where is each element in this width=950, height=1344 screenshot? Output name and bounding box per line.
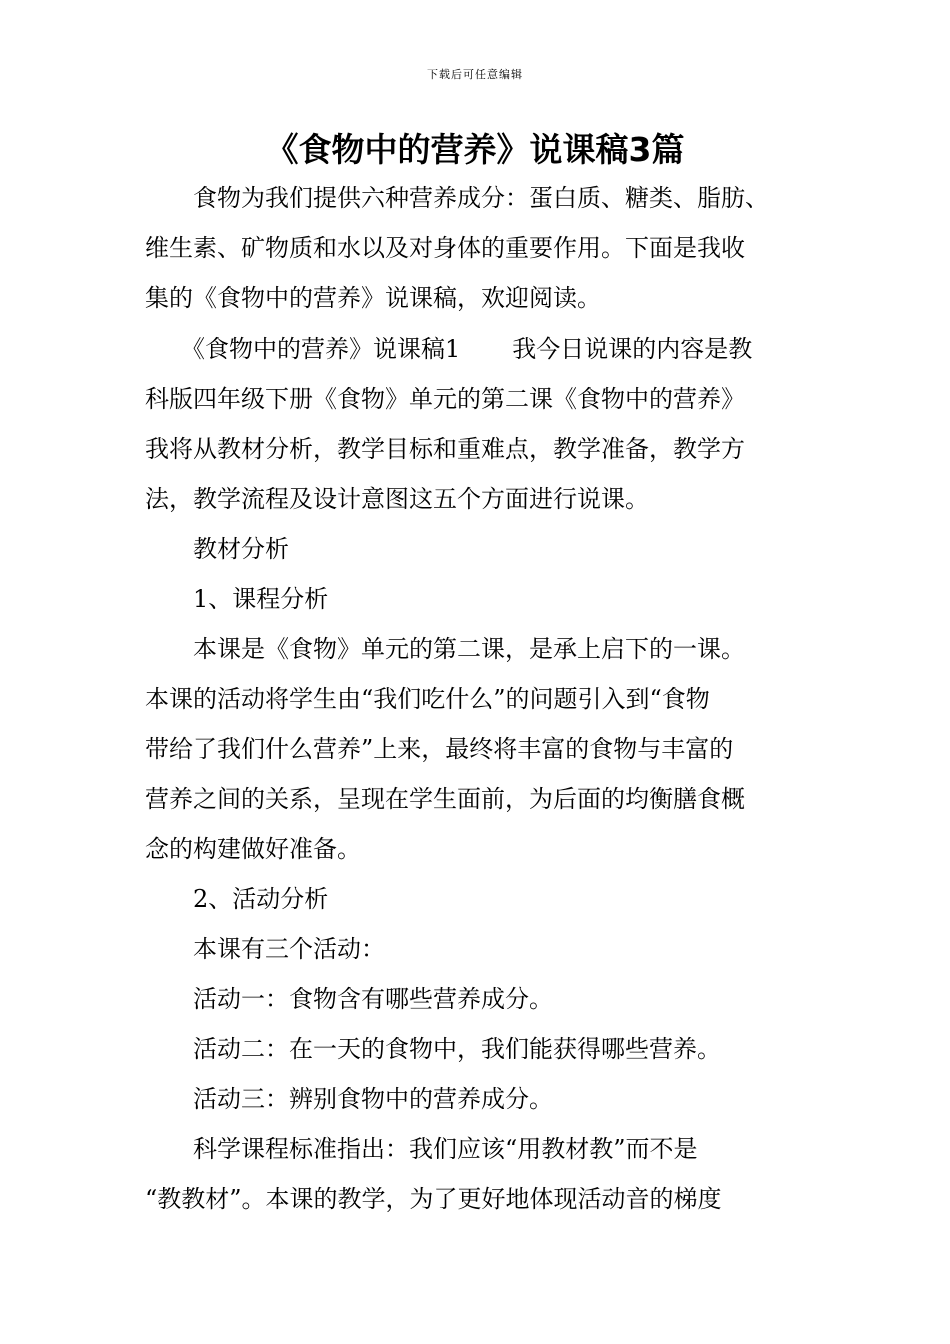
list-item: 活动二：在一天的食物中，我们能获得哪些营养。 bbox=[145, 1035, 721, 1063]
paragraph-line: 带给了我们什么营养”上来，最终将丰富的食物与丰富的 bbox=[145, 735, 734, 763]
paragraph-line: 科学课程标准指出：我们应该“用教材教”而不是 bbox=[145, 1135, 698, 1163]
page-title: 《食物中的营养》说课稿3篇 bbox=[265, 130, 685, 169]
paragraph-line: 食物为我们提供六种营养成分：蛋白质、糖类、脂肪、 bbox=[145, 184, 769, 212]
header-note: 下载后可任意编辑 bbox=[427, 68, 523, 81]
list-item: 活动一：食物含有哪些营养成分。 bbox=[145, 985, 553, 1013]
paragraph-line: 营养之间的关系，呈现在学生面前，为后面的均衡膳食概 bbox=[145, 785, 745, 813]
paragraph-line: 维生素、矿物质和水以及对身体的重要作用。下面是我收 bbox=[145, 234, 745, 262]
paragraph-line bbox=[145, 334, 825, 364]
paragraph-line: 法，教学流程及设计意图这五个方面进行说课。 bbox=[145, 485, 649, 513]
paragraph-line: 科版四年级下册《食物》单元的第二课《食物中的营养》 bbox=[145, 385, 745, 413]
paragraph-line: 集的《食物中的营养》说课稿，欢迎阅读。 bbox=[145, 284, 601, 312]
section-heading: 教材分析 bbox=[145, 535, 289, 563]
section-heading: 2、活动分析 bbox=[145, 885, 329, 913]
section-heading-1: 《食物中的营养》说课稿1 bbox=[145, 335, 461, 363]
paragraph-line: 念的构建做好准备。 bbox=[145, 835, 361, 863]
paragraph-line: 本课有三个活动： bbox=[145, 935, 385, 963]
list-item: 活动三：辨别食物中的营养成分。 bbox=[145, 1085, 553, 1113]
paragraph-line: 本课的活动将学生由“我们吃什么”的问题引入到“食物 bbox=[145, 685, 710, 713]
paragraph-line: “教教材”。本课的教学，为了更好地体现活动音的梯度 bbox=[145, 1185, 722, 1213]
paragraph-line: 本课是《食物》单元的第二课，是承上启下的一课。 bbox=[145, 635, 745, 663]
section-heading: 1、课程分析 bbox=[145, 585, 329, 613]
paragraph-text: 我今日说课的内容是教 bbox=[512, 335, 753, 363]
paragraph-line: 我将从教材分析，教学目标和重难点，教学准备，教学方 bbox=[145, 435, 745, 463]
